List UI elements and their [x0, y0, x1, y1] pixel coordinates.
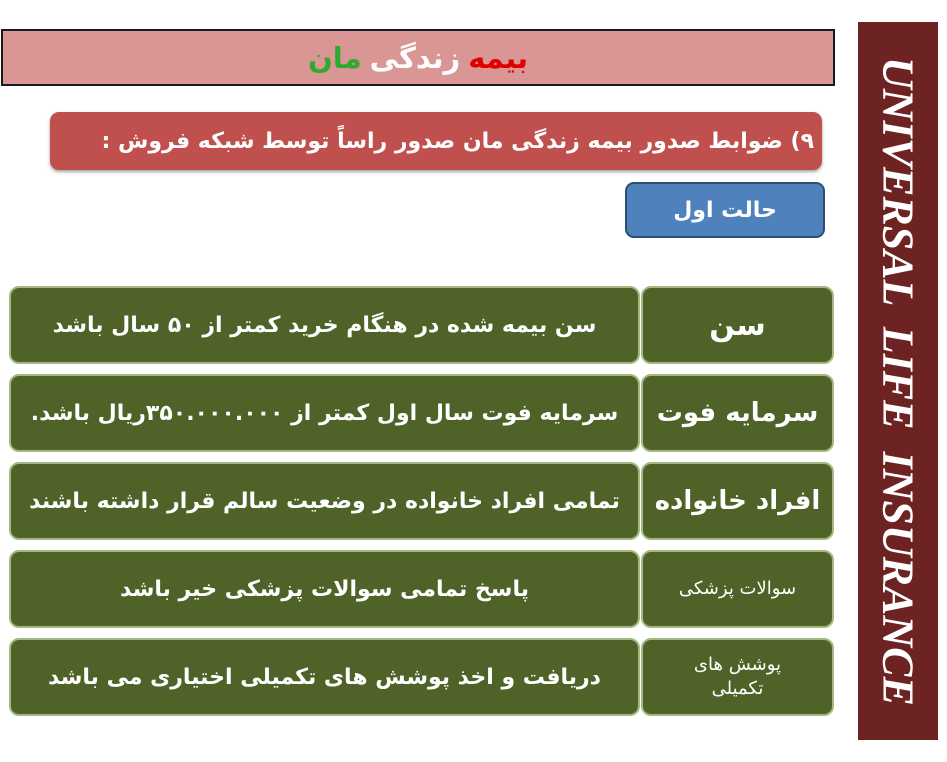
title-word-man: مان [308, 40, 362, 75]
section-heading: ۹) ضوابط صدور بیمه زندگی مان صدور راساً توسط شبکه فروش : [50, 112, 822, 170]
row-label-supplementary-coverage [641, 638, 834, 716]
row-label-death-capital: سرمایه فوت [641, 374, 834, 452]
row-label-supplementary-text: پوشش های تکمیلی [693, 653, 782, 699]
side-banner-text: UNIVERSAL LIFE INSURANCE [873, 56, 923, 706]
page-title [1, 29, 835, 86]
row-label-family-members: افراد خانواده [641, 462, 834, 540]
state-badge: حالت اول [625, 182, 825, 238]
row-value-family-members: تمامی افراد خانواده در وضعیت سالم قرار داشته باشند [9, 462, 640, 540]
row-value-death-capital: سرمایه فوت سال اول کمتر از ۳۵۰.۰۰۰.۰۰۰ریال باشد. [9, 374, 640, 452]
row-value-supplementary-coverage: دریافت و اخذ پوشش های تکمیلی اختیاری می باشد [9, 638, 640, 716]
side-banner [858, 22, 938, 740]
title-word-life: زندگی [369, 40, 461, 75]
row-value-medical-questions: پاسخ تمامی سوالات پزشکی خیر باشد [9, 550, 640, 628]
row-label-medical-questions: سوالات پزشکی [641, 550, 834, 628]
title-word-insurance: بیمه [468, 40, 528, 75]
row-value-age: سن بیمه شده در هنگام خرید کمتر از ۵۰ سال باشد [9, 286, 640, 364]
row-label-age: سن [641, 286, 834, 364]
